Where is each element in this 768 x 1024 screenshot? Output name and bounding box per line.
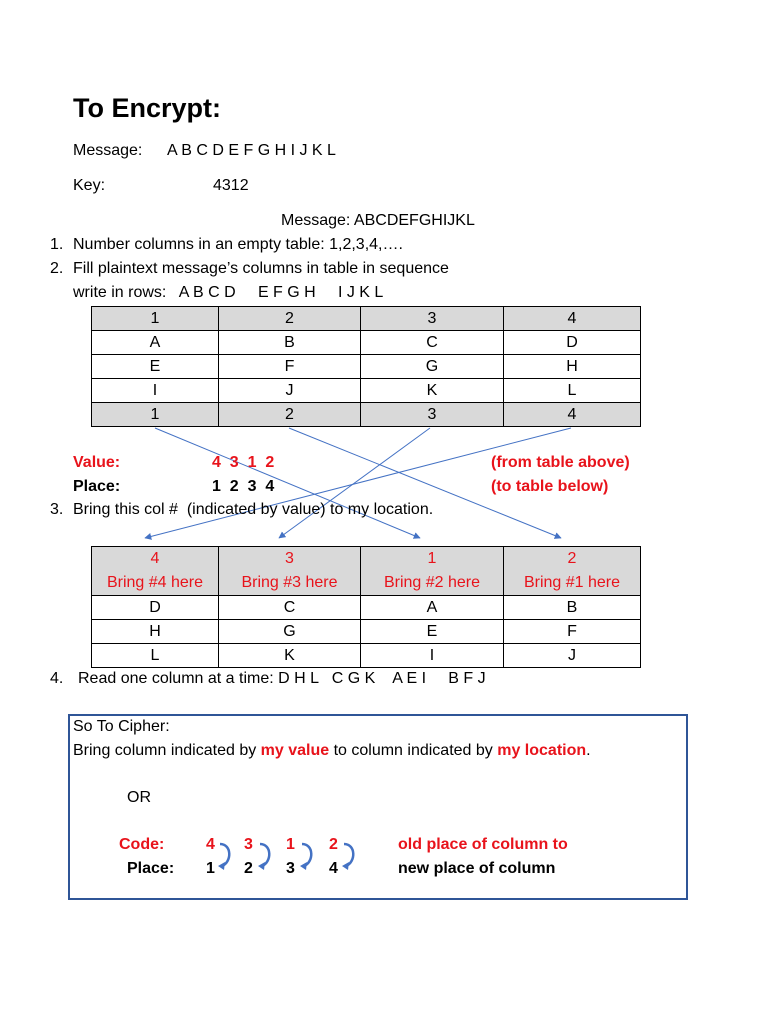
- step-3-text: Bring this col # (indicated by value) to my location.: [73, 501, 434, 518]
- table-cell: D: [504, 331, 641, 355]
- message-value: A B C D E F G H I J K L: [167, 142, 336, 159]
- header-number: 4: [150, 550, 160, 567]
- table-row: [92, 596, 641, 620]
- summary-text-mid: to column indicated by: [329, 742, 498, 759]
- place-label-summary: Place:: [127, 860, 175, 877]
- table-cell: H: [92, 620, 219, 644]
- curved-arrow-icon: [340, 838, 360, 874]
- table-cell: 3: [361, 403, 504, 427]
- table-header-cell: [504, 547, 641, 596]
- code-value: 4: [206, 836, 215, 853]
- step-2-text: Fill plaintext message’s columns in table in sequence: [73, 260, 449, 277]
- header-text: Bring #1 here: [523, 574, 621, 591]
- curved-arrow-icon: [298, 838, 318, 874]
- header-number: 1: [427, 550, 437, 567]
- value-note: (from table above): [491, 454, 630, 471]
- curved-arrow-icon: [216, 838, 236, 874]
- table-cell: 2: [219, 403, 361, 427]
- place-value: 2: [244, 860, 253, 877]
- curved-arrow-icon: [256, 838, 276, 874]
- code-label: Code:: [119, 836, 165, 853]
- step-1-text: Number columns in an empty table: 1,2,3,4,….: [73, 236, 403, 253]
- table-cell: 2: [219, 307, 361, 331]
- step-4-number: 4.: [50, 670, 64, 687]
- value-numbers: 4 3 1 2: [212, 454, 275, 471]
- table-cell: J: [504, 644, 641, 668]
- place-label: Place:: [73, 478, 121, 495]
- value-label: Value:: [73, 454, 121, 471]
- table-cell: L: [504, 379, 641, 403]
- table-header-row: [92, 547, 641, 596]
- message-label: Message:: [73, 142, 143, 159]
- table-cell: K: [361, 379, 504, 403]
- table-cell: C: [361, 331, 504, 355]
- table-cell: A: [361, 596, 504, 620]
- table-row: [92, 644, 641, 668]
- header-text: Bring #2 here: [383, 574, 481, 591]
- mapping-arrow: [279, 428, 430, 538]
- table-cell: J: [219, 379, 361, 403]
- table-cell: E: [361, 620, 504, 644]
- my-value-highlight: my value: [260, 742, 330, 759]
- table-cell: 1: [92, 403, 219, 427]
- summary-text-pre: Bring column indicated by: [73, 742, 261, 759]
- table-header-cell: [361, 547, 504, 596]
- table-cell: E: [92, 355, 219, 379]
- place-value: 3: [286, 860, 295, 877]
- key-label: Key:: [73, 177, 106, 194]
- key-value: 4312: [213, 177, 249, 194]
- table-cell: H: [504, 355, 641, 379]
- note-line-2: new place of column: [398, 860, 556, 877]
- header-number: 2: [567, 550, 577, 567]
- code-value: 1: [286, 836, 295, 853]
- step-1-number: 1.: [50, 236, 64, 253]
- table-cell: C: [219, 596, 361, 620]
- ciphertext-table: [91, 546, 641, 668]
- code-value: 2: [329, 836, 338, 853]
- page-title: To Encrypt:: [73, 93, 221, 123]
- table-cell: B: [504, 596, 641, 620]
- place-value: 1: [206, 860, 215, 877]
- write-rows-line: write in rows: A B C D E F G H I J K L: [73, 284, 384, 301]
- table-cell: 4: [504, 307, 641, 331]
- table-cell: G: [219, 620, 361, 644]
- summary-line: [73, 743, 591, 759]
- table-cell: K: [219, 644, 361, 668]
- table-cell: F: [504, 620, 641, 644]
- table-cell: 4: [504, 403, 641, 427]
- header-text: Bring #4 here: [106, 574, 204, 591]
- place-numbers: 1 2 3 4: [212, 478, 275, 495]
- place-note: (to table below): [491, 478, 609, 495]
- table-cell: F: [219, 355, 361, 379]
- table-header-cell: [92, 547, 219, 596]
- code-value: 3: [244, 836, 253, 853]
- table-cell: I: [361, 644, 504, 668]
- table-cell: A: [92, 331, 219, 355]
- header-text: Bring #3 here: [241, 574, 338, 591]
- table-cell: I: [92, 379, 219, 403]
- step-3-number: 3.: [50, 501, 64, 518]
- table-cell: L: [92, 644, 219, 668]
- table-cell: 1: [92, 307, 219, 331]
- table-cell: B: [219, 331, 361, 355]
- table-cell: G: [361, 355, 504, 379]
- message-center: Message: ABCDEFGHIJKL: [281, 212, 475, 229]
- step-2-number: 2.: [50, 260, 64, 277]
- summary-heading: So To Cipher:: [73, 718, 170, 735]
- mapping-arrow: [155, 428, 420, 538]
- note-line-1: old place of column to: [398, 836, 568, 853]
- place-value: 4: [329, 860, 338, 877]
- table-header-cell: [219, 547, 361, 596]
- table-cell: D: [92, 596, 219, 620]
- my-location-highlight: my location: [497, 742, 587, 759]
- header-number: 3: [285, 550, 294, 567]
- table-cell: 3: [361, 307, 504, 331]
- table-row: [92, 620, 641, 644]
- summary-text-end: .: [586, 742, 591, 759]
- step-4-text: Read one column at a time: D H L C G K A E I B F J: [78, 670, 486, 687]
- or-label: OR: [127, 789, 151, 806]
